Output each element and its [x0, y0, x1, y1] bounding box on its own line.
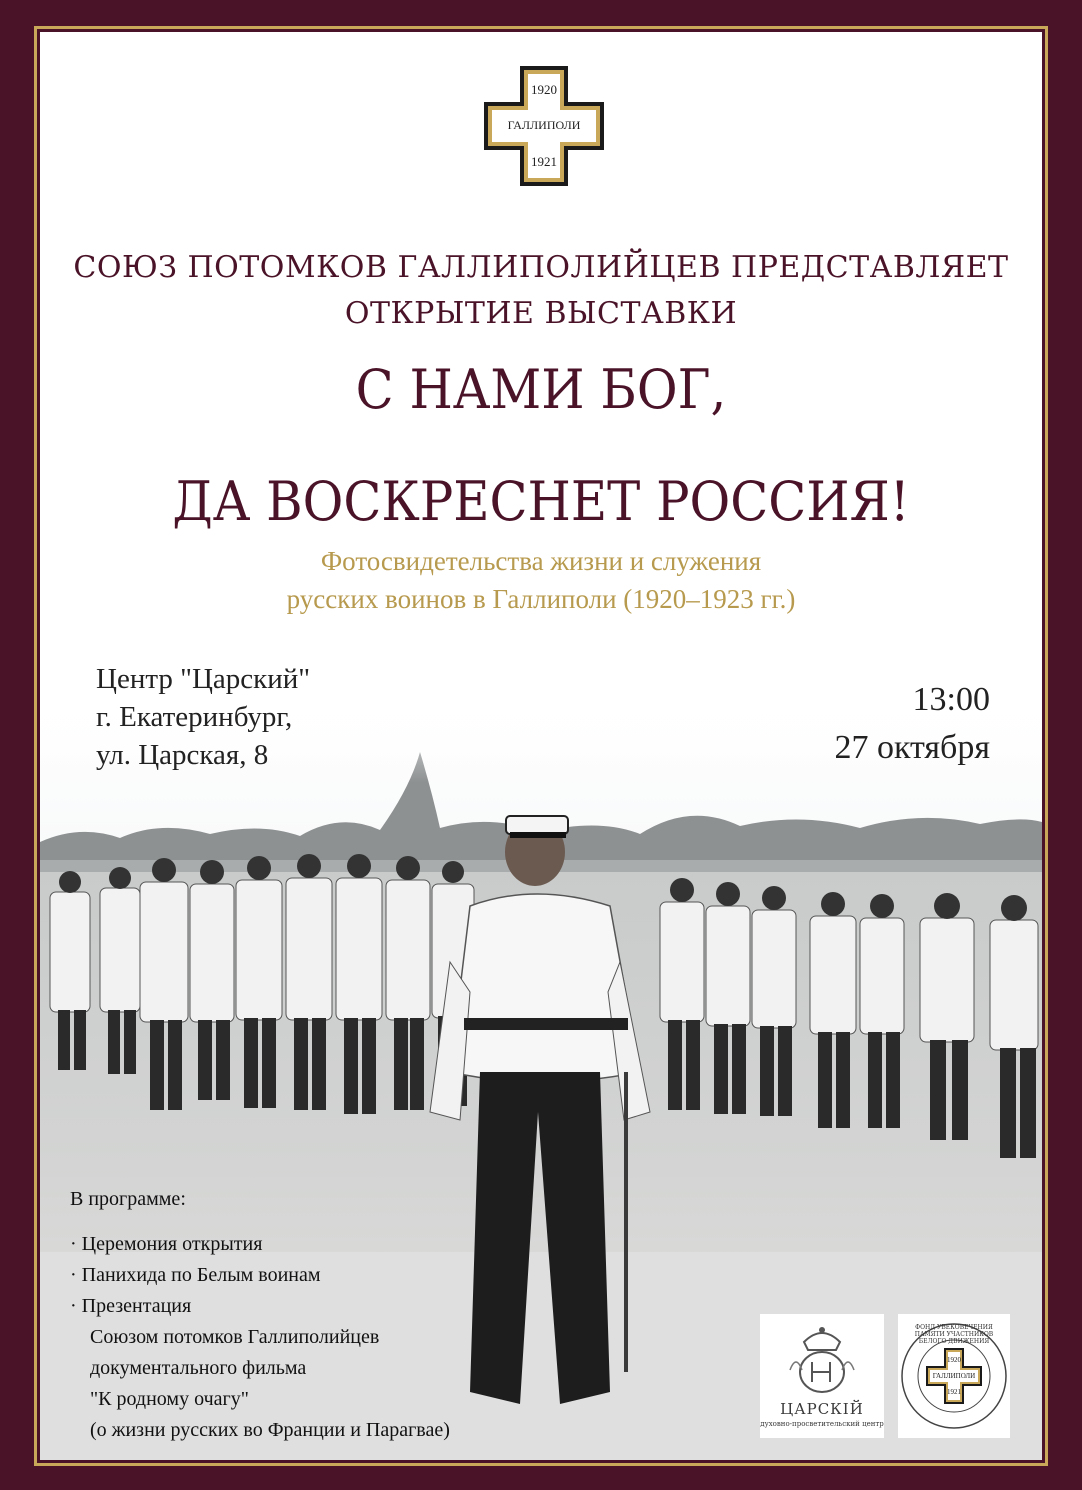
fund-year-bottom: 1921	[947, 1388, 961, 1396]
event-date: 27 октября	[834, 729, 990, 766]
exhibition-title-line1: С НАМИ БОГ,	[355, 358, 727, 421]
program-heading: В программе:	[70, 1188, 186, 1210]
tsarsky-name: ЦАРСКIЙ	[780, 1400, 864, 1418]
program-item: · Панихида по Белым воинам	[70, 1264, 321, 1286]
program-item: · Церемония открытия	[70, 1233, 263, 1255]
venue-street: ул. Царская, 8	[96, 739, 269, 771]
program-item-detail: "К родному очагу"	[90, 1388, 249, 1410]
fund-emblem-name: ГАЛЛИПОЛИ	[932, 1372, 976, 1380]
emblem-year-top: 1920	[531, 82, 557, 97]
emblem-year-bottom: 1921	[531, 154, 557, 169]
program-block	[70, 1184, 450, 1446]
memorial-fund-logo	[898, 1314, 1010, 1438]
poster-body	[40, 32, 1042, 1460]
event-time-block	[834, 676, 990, 772]
program-item: · Презентация	[70, 1295, 192, 1317]
exhibition-title-line2: ДА ВОСКРЕСНЕТ РОССИЯ!	[172, 470, 910, 533]
exhibition-subtitle-line1: Фотосвидетельства жизни и служения	[320, 546, 762, 576]
emblem-name: ГАЛЛИПОЛИ	[507, 118, 581, 132]
tsarsky-center-logo	[760, 1314, 884, 1438]
fund-ring-text: ФОНД УВЕКОВЕЧЕНИЯ ПАМЯТИ УЧАСТНИКОВ БЕЛОГО ДВИЖЕНИЯ	[914, 1324, 994, 1345]
program-item-detail: документального фильма	[90, 1357, 307, 1379]
tsarsky-caption: духовно-просветительский центр	[760, 1420, 884, 1428]
venue-city: г. Екатеринбург,	[96, 701, 293, 733]
program-item-detail: Союзом потомков Галлиполийцев	[90, 1326, 380, 1348]
fund-year-top: 1920	[947, 1356, 961, 1364]
exhibition-subtitle-line2: русских воинов в Галлиполи (1920–1923 гг.)	[286, 584, 796, 614]
presenter-line: СОЮЗ ПОТОМКОВ ГАЛЛИПОЛИЙЦЕВ ПРЕДСТАВЛЯЕТ	[73, 250, 1009, 285]
event-time: 13:00	[912, 681, 990, 718]
venue-name: Центр "Царский"	[96, 663, 311, 695]
venue-block	[96, 660, 310, 774]
event-type-line: ОТКРЫТИЕ ВЫСТАВКИ	[344, 296, 738, 331]
crown-monogram-icon	[760, 1320, 884, 1400]
program-item-detail: (о жизни русских во Франции и Парагвае)	[90, 1419, 450, 1441]
